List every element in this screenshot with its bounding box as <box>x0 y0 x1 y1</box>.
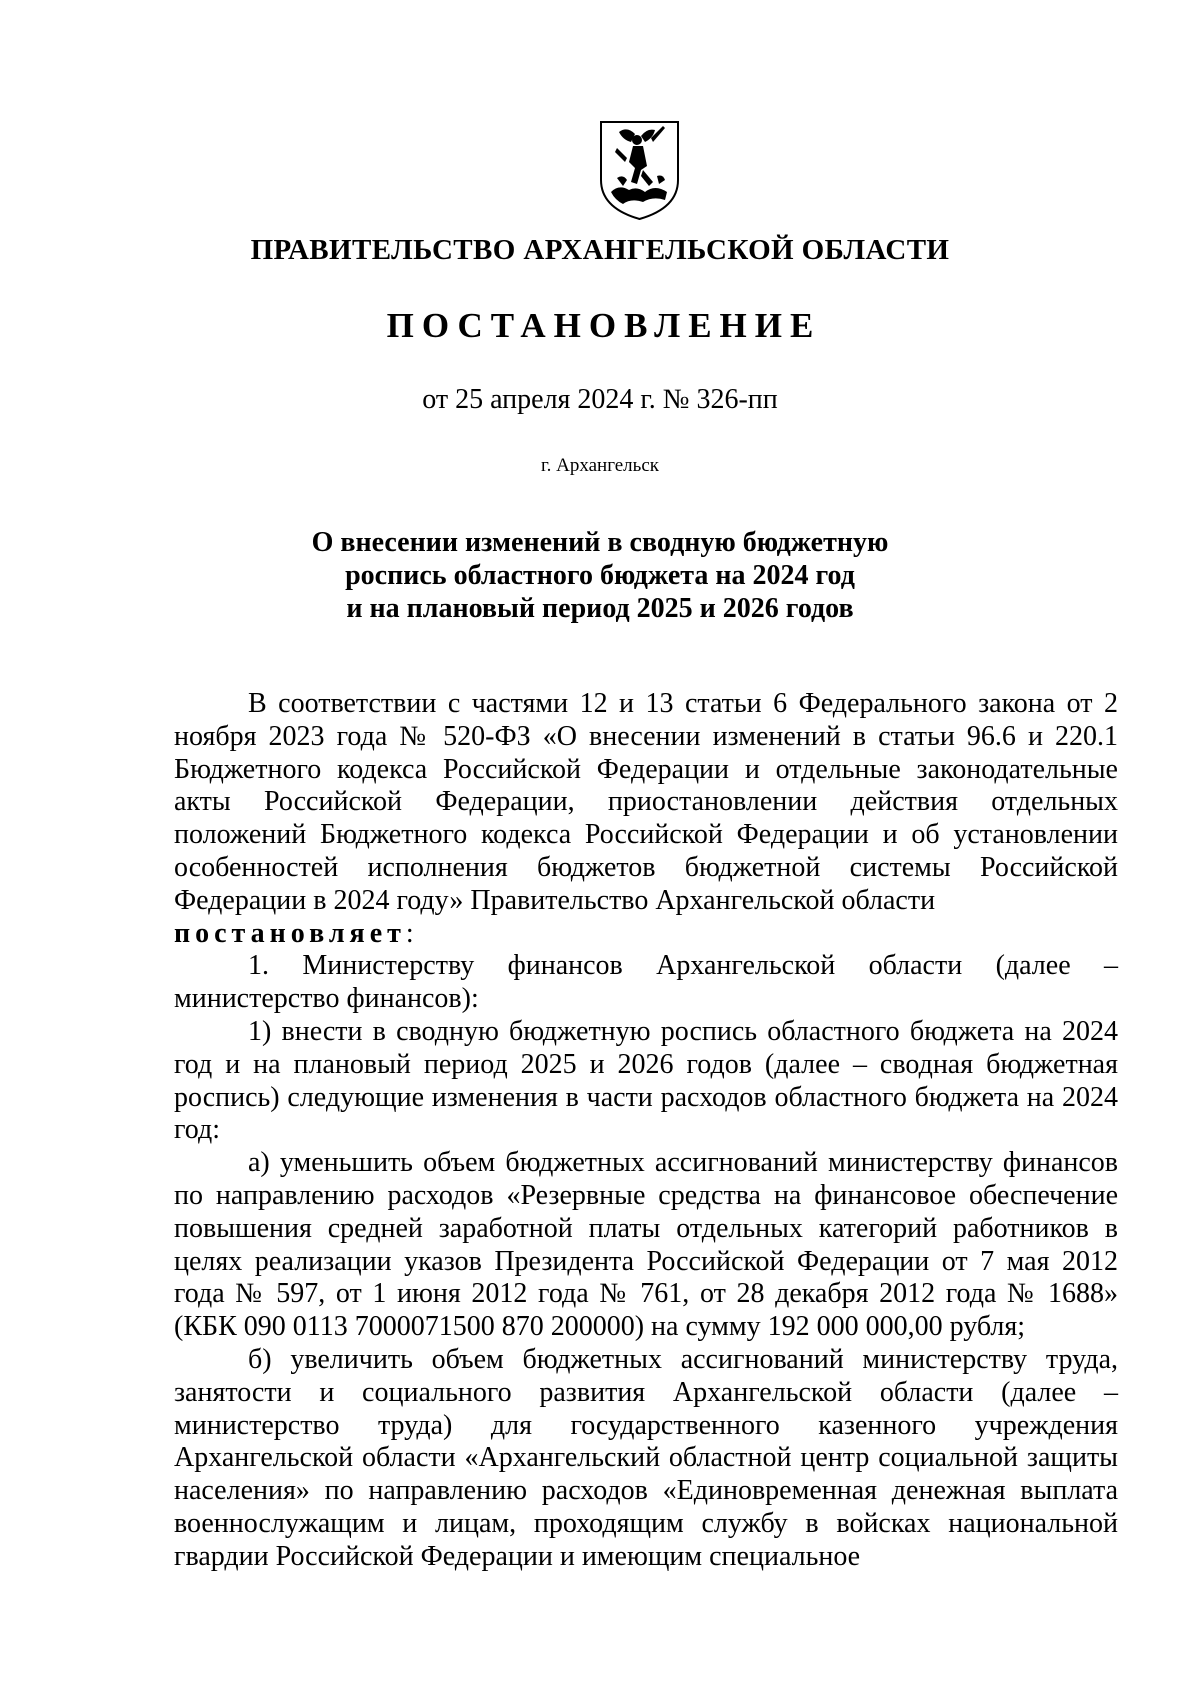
document-title <box>0 526 1200 625</box>
organization-name: ПРАВИТЕЛЬСТВО АРХАНГЕЛЬСКОЙ ОБЛАСТИ <box>250 234 950 266</box>
document-city: г. Архангельск <box>540 455 659 476</box>
resolves-word: постановляет <box>174 917 406 949</box>
item-1-paragraph: 1. Министерству финансов Архангельской области (далее – министерство финансов): <box>174 950 1118 1015</box>
coat-of-arms-emblem <box>597 118 682 222</box>
document-body <box>174 688 1118 1574</box>
resolves-colon: : <box>405 917 414 949</box>
resolves-paragraph <box>174 918 1118 951</box>
preamble-text: В соответствии с частями 12 и 13 статьи 6 Федерального закона от 2 ноября 2023 года № 520-ФЗ «О внесении изменений в статьи 96.6 и 220.1 Бюджетного кодекса Российской Федерации и отдельные законодательные акты Российской Федерации, приостановлении действия отдельных положений Бюджетного кодекса Российской Федерации и об установлении особенностей исполнения бюджетов бюджетной системы Российской Федерации в 2024 году» Правительство Архангельской области <box>174 688 1118 916</box>
title-line-2: роспись областного бюджета на 2024 год <box>345 560 855 591</box>
document-type: ПОСТАНОВЛЕНИЕ <box>386 306 822 345</box>
item-a-paragraph: а) уменьшить объем бюджетных ассигнований министерству финансов по направлению расходов «Резервные средства на финансовое обеспечение повышения средней заработной платы отдельных категорий работников в целях реализации указов Президента Российской Федерации от 7 мая 2012 года № 597, от 1 июня 2012 года № 761, от 28 декабря 2012 года № 1688» (КБК 090 0113 7000071500 870 200000) на сумму 192 000 000,00 рубля; <box>174 1147 1118 1343</box>
item-1-1-paragraph: 1) внести в сводную бюджетную роспись областного бюджета на 2024 год и на плановый период 2025 и 2026 годов (далее – сводная бюджетная роспись) следующие изменения в части расходов областного бюджета на 2024 год: <box>174 1015 1118 1146</box>
title-line-1: О внесении изменений в сводную бюджетную <box>311 527 889 558</box>
item-b-paragraph: б) увеличить объем бюджетных ассигнований министерству труда, занятости и социального развития Архангельской области (далее – министерство труда) для государственного казенного учреждения Архангельской области «Архангельский областной центр социальной защиты населения» по направлению расходов «Единовременная денежная выплата военнослужащим и лицам, проходящим службу в войсках национальной гвардии Российской Федерации и имеющим специальное <box>174 1343 1118 1572</box>
preamble-paragraph <box>174 688 1118 918</box>
title-line-3: и на плановый период 2025 и 2026 годов <box>346 593 854 624</box>
document-date-number: от 25 апреля 2024 г. № 326-пп <box>422 384 778 415</box>
